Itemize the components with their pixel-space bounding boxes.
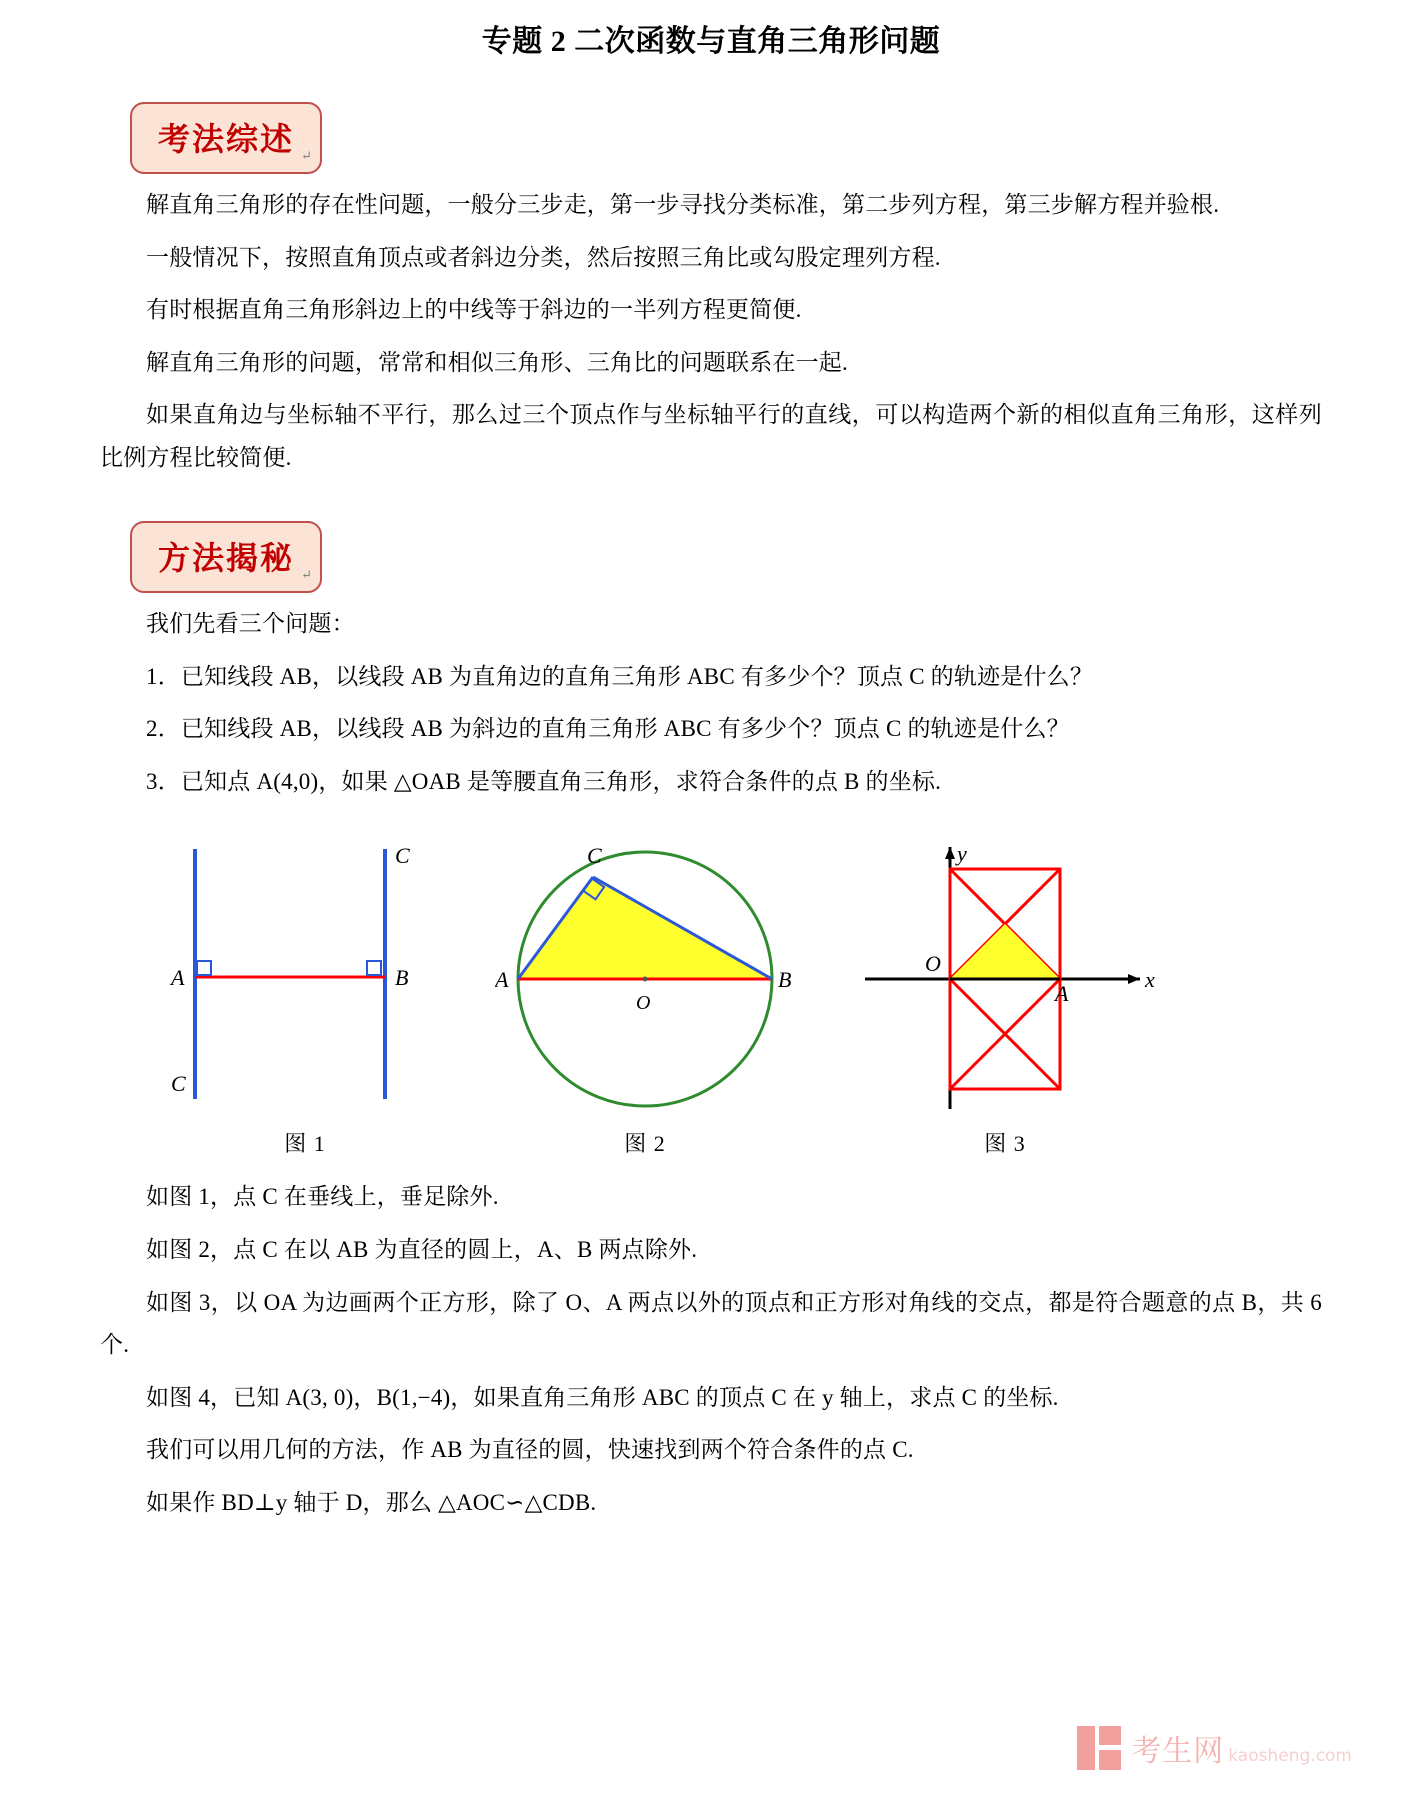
figure-group <box>100 829 1322 1158</box>
figure-3-label-y: y <box>957 841 967 867</box>
figure-1-label-C-top: C <box>395 843 410 869</box>
figure-2 <box>480 829 810 1158</box>
figure-2-graphic <box>495 829 795 1119</box>
conclusion-item: 如图 2，点 C 在以 AB 为直径的圆上，A、B 两点除外. <box>146 1237 698 1263</box>
conclusion-list <box>100 1176 1322 1524</box>
figure-3 <box>840 829 1170 1158</box>
figure-3-label-x: x <box>1145 967 1155 993</box>
section-badge-fangfajiemi <box>130 521 322 593</box>
figure-2-label-C: C <box>587 843 602 869</box>
conclusion-item: 如图 4，已知 A(3, 0)，B(1,−4)，如果直角三角形 ABC 的顶点 C 在 y 轴上，求点 C 的坐标. <box>146 1384 1059 1410</box>
document-page <box>0 16 1422 1806</box>
figure-1-label-C-bottom: C <box>171 1071 186 1097</box>
conclusion-item: 我们可以用几何的方法，作 AB 为直径的圆，快速找到两个符合条件的点 C. <box>146 1437 914 1463</box>
question-item: 2．已知线段 AB，以线段 AB 为斜边的直角三角形 ABC 有多少个？顶点 C 的轨迹是什么？ <box>146 716 1070 742</box>
figure-3-graphic <box>855 829 1155 1119</box>
section-badge-kaofazongshu <box>130 102 322 174</box>
watermark-logo-icon <box>1077 1726 1121 1770</box>
watermark-name: 考生网 <box>1131 1734 1225 1769</box>
paragraph: 如果直角边与坐标轴不平行，那么过三个顶点作与坐标轴平行的直线，可以构造两个新的相似直角三角形，这样列比例方程比较简便. <box>100 402 1322 470</box>
figure-2-label-B: B <box>778 967 792 993</box>
paragraph: 有时根据直角三角形斜边上的中线等于斜边的一半列方程更简便. <box>146 297 802 323</box>
figure-2-label-O: O <box>636 992 651 1015</box>
pilcrow-mark: ↵ <box>301 568 315 584</box>
pilcrow-mark: ↵ <box>301 149 315 164</box>
watermark <box>1077 1726 1352 1770</box>
page-title: 专题 2 二次函数与直角三角形问题 <box>481 25 941 58</box>
lead-paragraph: 我们先看三个问题： <box>146 611 355 637</box>
figure-3-caption: 图 3 <box>984 1131 1026 1157</box>
section-kaofazongshu <box>100 60 1322 479</box>
figure-1-label-A: A <box>171 965 185 991</box>
section-badge-label: 方法揭秘 <box>158 539 295 578</box>
paragraph: 解直角三角形的问题，常常和相似三角形、三角比的问题联系在一起. <box>146 349 848 375</box>
figure-3-label-O: O <box>925 951 941 977</box>
question-item: 3．已知点 A(4,0)，如果 △OAB 是等腰直角三角形，求符合条件的点 B 的坐标. <box>146 768 942 794</box>
figure-2-label-A: A <box>495 967 509 993</box>
watermark-domain: kaosheng.com <box>1228 1746 1352 1766</box>
conclusion-item: 如图 1，点 C 在垂线上，垂足除外. <box>146 1184 499 1210</box>
conclusion-item: 如图 3，以 OA 为边画两个正方形，除了 O、A 两点以外的顶点和正方形对角线的交点，都是符合题意的点 B，共 6 个. <box>100 1289 1322 1358</box>
section-fangfajiemi <box>100 479 1322 803</box>
figure-1-graphic <box>155 829 455 1119</box>
paragraph: 解直角三角形的存在性问题，一般分三步走，第一步寻找分类标准，第二步列方程，第三步解方程并验根. <box>146 192 1220 217</box>
paragraph: 一般情况下，按照直角顶点或者斜边分类，然后按照三角比或勾股定理列方程. <box>146 244 941 270</box>
figure-3-label-A: A <box>1055 981 1069 1007</box>
section-badge-label: 考法综述 <box>158 120 295 158</box>
figure-1 <box>140 829 470 1158</box>
question-item: 1．已知线段 AB，以线段 AB 为直角边的直角三角形 ABC 有多少个？顶点 C 的轨迹是什么？ <box>146 663 1094 689</box>
figure-1-caption: 图 1 <box>284 1131 326 1157</box>
figure-2-caption: 图 2 <box>624 1131 666 1157</box>
figure-1-label-B: B <box>395 965 409 991</box>
conclusion-item: 如果作 BD⊥y 轴于 D，那么 △AOC∽△CDB. <box>146 1489 597 1515</box>
